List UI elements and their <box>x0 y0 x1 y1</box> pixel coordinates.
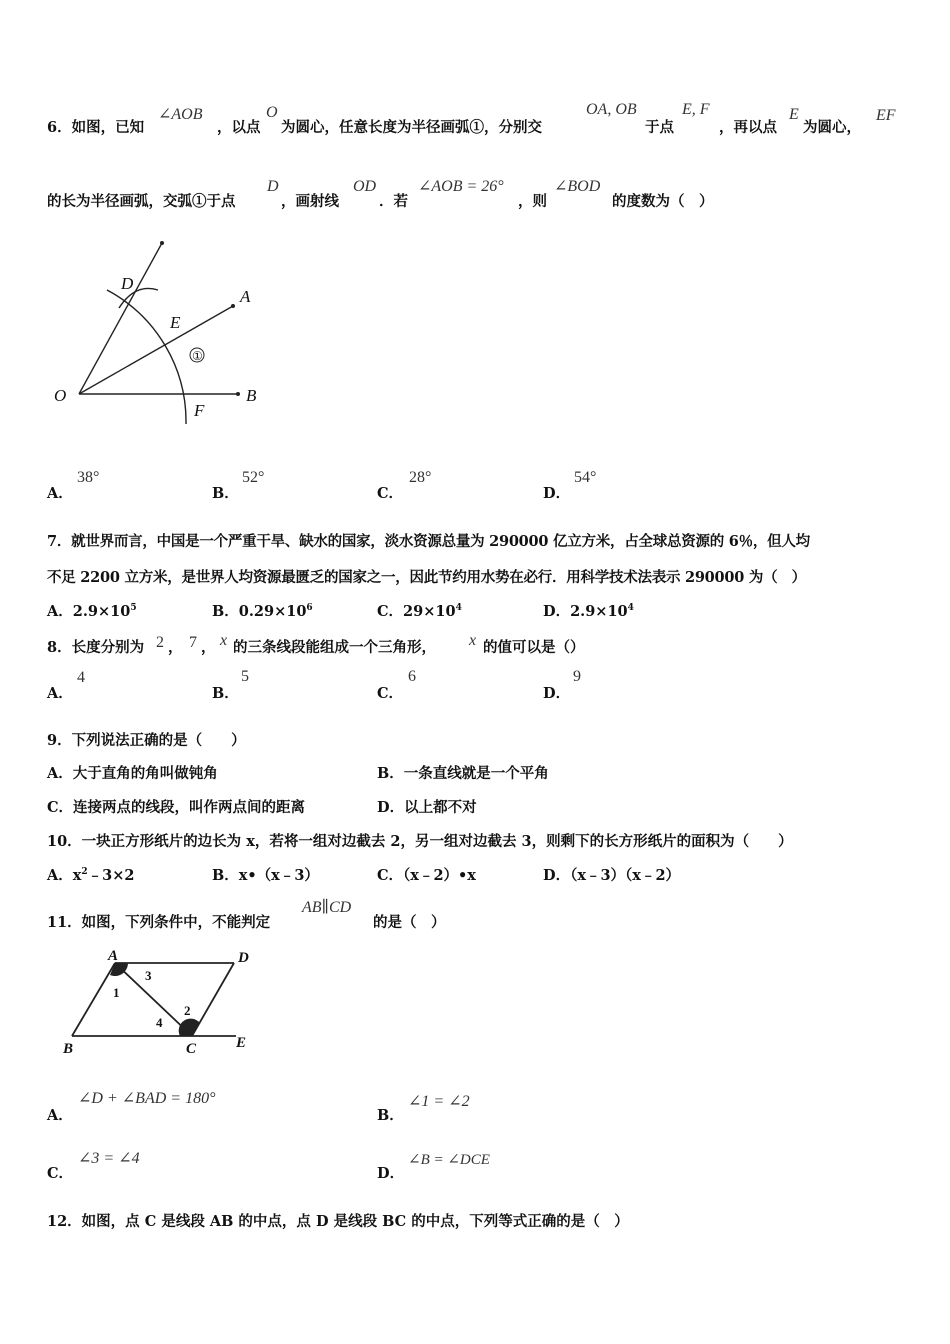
q8-option-c-value: 6 <box>408 668 416 685</box>
q6-math-o: O <box>266 104 278 121</box>
q10-option-b-text: x•（x﹣3） <box>238 867 319 884</box>
q8-text-2: 的三条线段能组成一个三角形， <box>233 639 436 656</box>
label-e: E <box>170 313 181 332</box>
q10-option-c-text: （x﹣2）•x <box>403 867 476 884</box>
q7-line-2: 不足 2200 立方米，是世界人均资源最匮乏的国家之一，因此节约用水势在必行．用科学技术法表示 290000 为（ ） <box>47 569 806 586</box>
q6-math-oa-ob: OA, OB <box>586 101 637 118</box>
q10-option-d-label: D． <box>543 867 571 884</box>
q6-math-e: E <box>789 106 799 123</box>
q6-option-a-label: A． <box>47 485 73 502</box>
label-e: E <box>236 1035 247 1051</box>
point-end-d <box>160 241 164 245</box>
angle-mark-a <box>110 963 128 976</box>
q8-math-7: 7 <box>189 634 197 651</box>
q12-stem: 12．如图，点 C 是线段 AB 的中点，点 D 是线段 BC 的中点，下列等式正确的是（ ） <box>47 1213 629 1230</box>
q6-math-angle-bod: ∠BOD <box>554 178 601 195</box>
q8-option-a-label: A． <box>47 685 73 702</box>
q10-option-c-label: C． <box>377 867 404 884</box>
q8-math-x-2: x <box>469 632 477 649</box>
q9-option-c <box>47 796 305 817</box>
q6-option-c-label: C． <box>377 485 404 502</box>
label-b: B <box>63 1041 74 1057</box>
q9-option-b-label: B． <box>377 765 404 782</box>
q7-option-c-base: 29×10 <box>403 603 456 620</box>
q6-text-2: ，以点 <box>217 119 261 136</box>
q7-option-b-label: B． <box>212 603 239 620</box>
q10-option-d-text: （x﹣3）（x﹣2） <box>570 867 681 884</box>
q10-stem: 10．一块正方形纸片的边长为 x，若将一组对边截去 2，另一组对边截去 3，则剩下的长方形纸片的面积为（ ） <box>47 833 793 850</box>
label-d: D <box>238 950 249 966</box>
q9-option-a <box>47 762 218 783</box>
label-c: C <box>186 1041 197 1057</box>
q11-option-a-value: ∠D + ∠BAD = 180° <box>78 1090 216 1107</box>
label-f: F <box>194 401 205 420</box>
q11-option-d-value: ∠B = ∠DCE <box>408 1152 490 1168</box>
q6-text-11: 的度数为（ ） <box>612 193 714 210</box>
q8-sep-2: ， <box>201 639 216 656</box>
q6-text-6: 为圆心， <box>803 119 861 136</box>
q11-math-ab-cd: AB∥CD <box>302 899 352 916</box>
q11-option-b-label: B． <box>377 1107 404 1124</box>
q9-option-a-text: 大于直角的角叫做钝角 <box>72 765 218 782</box>
q8-text-1: 8．长度分别为 <box>47 639 145 656</box>
q6-math-od: OD <box>353 178 377 195</box>
q8-sep-1: ， <box>168 639 183 656</box>
label-angle-4: 4 <box>156 1015 163 1030</box>
q10-option-c <box>377 864 476 885</box>
label-angle-1: 1 <box>113 985 120 1000</box>
point-end-b <box>236 392 240 396</box>
q6-text-9: ．若 <box>379 193 408 210</box>
q6-option-b-label: B． <box>212 485 239 502</box>
q6-text-5: ，再以点 <box>719 119 777 136</box>
angle-mark-c <box>179 1019 200 1036</box>
q11-figure <box>58 945 258 1060</box>
q6-option-b-value: 52° <box>242 469 265 486</box>
q11-option-c-value: ∠3 = ∠4 <box>78 1150 140 1167</box>
q8-text-3: 的值可以是（） <box>483 639 585 656</box>
q7-option-b-base: 0.29×10 <box>238 603 307 620</box>
q6-math-e-f: E, F <box>682 101 710 118</box>
q10-option-a-base: x <box>72 867 82 884</box>
label-b: B <box>246 386 257 405</box>
q7-option-c-label: C． <box>377 603 404 620</box>
q6-math-angle-aob: ∠AOB <box>158 106 203 123</box>
q8-option-d-label: D． <box>543 685 571 702</box>
label-angle-3: 3 <box>145 968 152 983</box>
q10-option-a <box>47 864 135 885</box>
q10-option-a-label: A． <box>47 867 73 884</box>
q8-option-a-value: 4 <box>77 669 85 686</box>
q7-option-d-base: 2.9×10 <box>570 603 628 620</box>
q7-option-d-label: D． <box>543 603 571 620</box>
q9-option-b-text: 一条直线就是一个平角 <box>403 765 549 782</box>
q6-text-1: 6．如图，已知 <box>47 119 145 136</box>
q10-option-d <box>543 864 680 885</box>
q8-option-b-value: 5 <box>241 668 249 685</box>
q9-stem: 9．下列说法正确的是（ ） <box>47 732 246 749</box>
q11-option-c-label: C． <box>47 1165 74 1182</box>
q10-option-b-label: B． <box>212 867 239 884</box>
q7-option-a-label: A． <box>47 603 73 620</box>
q9-option-d-text: 以上都不对 <box>404 799 477 816</box>
q11-option-b-value: ∠1 = ∠2 <box>408 1093 470 1110</box>
q6-option-d-label: D． <box>543 485 571 502</box>
q6-text-3: 为圆心，任意长度为半径画弧①，分别交 <box>281 119 542 136</box>
q6-figure <box>40 235 280 435</box>
q9-option-d <box>377 796 477 817</box>
label-d: D <box>121 274 134 293</box>
segment-ab <box>72 963 115 1036</box>
q9-option-c-text: 连接两点的线段，叫作两点间的距离 <box>73 799 306 816</box>
q6-text-8: ，画射线 <box>281 193 339 210</box>
q10-option-a-exp: 2 <box>81 867 88 878</box>
q11-text-1: 11．如图，下列条件中，不能判定 <box>47 914 271 931</box>
q7-option-b <box>212 600 313 621</box>
q8-option-c-label: C． <box>377 685 404 702</box>
arc-1 <box>107 290 186 424</box>
q10-option-b <box>212 864 319 885</box>
q7-option-d-exp: 4 <box>627 603 634 614</box>
q7-option-c-exp: 4 <box>455 603 462 614</box>
ray-od <box>79 243 162 394</box>
q9-option-a-label: A． <box>47 765 73 782</box>
q6-math-ef: EF <box>876 107 896 124</box>
q6-option-c-value: 28° <box>409 469 432 486</box>
q7-option-a-base: 2.9×10 <box>72 603 131 620</box>
label-angle-2: 2 <box>184 1003 191 1018</box>
q10-option-a-rest: ﹣3×2 <box>87 867 135 884</box>
point-end-a <box>231 304 235 308</box>
q11-option-d-label: D． <box>377 1165 405 1182</box>
q8-math-x: x <box>220 632 228 649</box>
q8-math-2: 2 <box>156 634 164 651</box>
q6-option-a-value: 38° <box>77 469 100 486</box>
ray-oa <box>79 306 233 394</box>
q6-math-d: D <box>267 178 279 195</box>
q7-option-d <box>543 600 634 621</box>
q9-option-b <box>377 762 549 783</box>
q7-line-1: 7．就世界而言，中国是一个严重干旱、缺水的国家，淡水资源总量为 290000 亿立方米，占全球总资源的 6％，但人均 <box>47 533 810 550</box>
q7-option-a <box>47 600 137 621</box>
q8-option-d-value: 9 <box>573 668 581 685</box>
q7-option-b-exp: 6 <box>306 603 313 614</box>
q7-option-c <box>377 600 462 621</box>
q8-option-b-label: B． <box>212 685 239 702</box>
label-a: A <box>108 948 119 964</box>
q9-option-d-label: D． <box>377 799 405 816</box>
q6-text-7: 的长为半径画弧，交弧①于点 <box>47 193 236 210</box>
label-o: O <box>54 386 67 405</box>
label-arc-1: ① <box>192 349 203 363</box>
q6-math-condition: ∠AOB = 26° <box>418 178 504 195</box>
q6-option-d-value: 54° <box>574 469 597 486</box>
q11-option-a-label: A． <box>47 1107 73 1124</box>
q6-text-4: 于点 <box>645 119 674 136</box>
q7-option-a-exp: 5 <box>130 603 137 614</box>
q6-text-10: ，则 <box>518 193 547 210</box>
q11-text-2: 的是（ ） <box>373 914 446 931</box>
q9-option-c-label: C． <box>47 799 74 816</box>
label-a: A <box>240 287 251 306</box>
